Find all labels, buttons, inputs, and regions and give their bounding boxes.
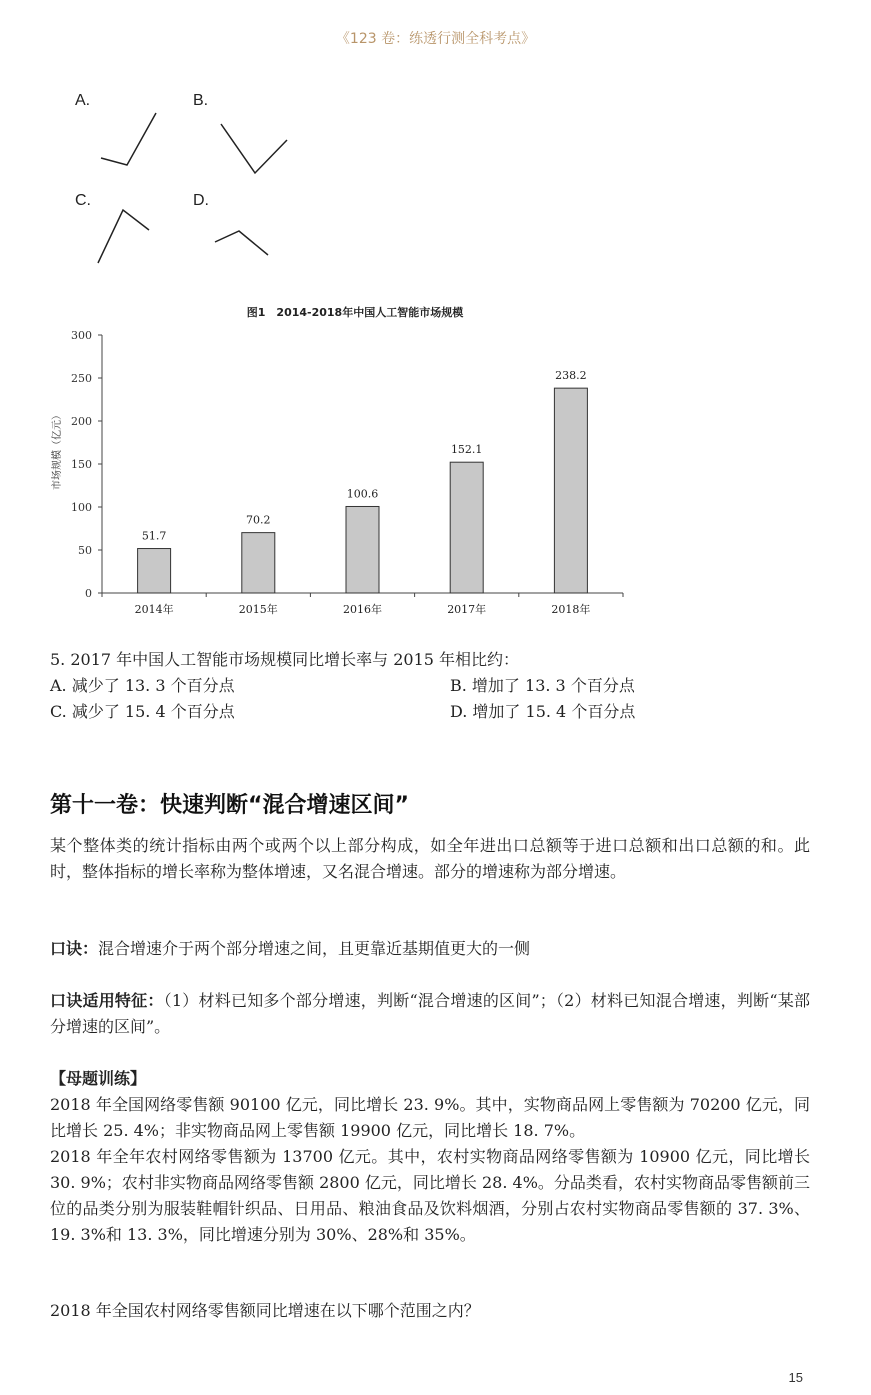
material-1: 2018 年全国网络零售额 90100 亿元，同比增长 23. 9%。其中，实物商品网上零售额为 70200 亿元，同比增长 25. 4%；非实物商品网上零售额 19900 亿元，同比增长 18. 7%。	[50, 1095, 810, 1140]
x-tick-label: 2014年	[134, 603, 174, 616]
figure-option-d-shape	[215, 231, 268, 255]
figure-option-b-shape	[221, 124, 287, 173]
bar-2014年	[138, 549, 171, 593]
figure-option-c-label: C.	[75, 192, 91, 209]
figure-option-a-shape	[101, 113, 156, 165]
bar-value-label: 51.7	[141, 529, 167, 543]
feature-text: （1）材料已知多个部分增速，判断“混合增速的区间”；（2）材料已知混合增速，判断“某部分增速的区间”。	[50, 991, 810, 1036]
figure-option-c-shape	[98, 210, 149, 263]
bar-2017年	[450, 462, 483, 593]
section-intro: 某个整体类的统计指标由两个或两个以上部分构成，如全年进出口总额等于进口总额和出口总额的和。此时，整体指标的增长率称为整体增速，又名混合增速。部分的增速称为部分增速。	[50, 836, 810, 881]
x-tick-label: 2015年	[238, 603, 278, 616]
bar-value-label: 152.1	[450, 443, 483, 457]
page-number: 15	[788, 1370, 803, 1385]
y-tick-label: 300	[71, 329, 92, 342]
question-5-option-c: C. 减少了 15. 4 个百分点	[50, 702, 235, 721]
question-5-option-a: A. 减少了 13. 3 个百分点	[50, 676, 235, 695]
bar-value-label: 70.2	[246, 513, 271, 527]
bar-chart-svg	[40, 300, 640, 630]
bar-chart	[40, 300, 640, 630]
feature-label: 口诀适用特征：	[50, 991, 164, 1010]
bar-2018年	[554, 388, 587, 593]
training-question: 2018 年全国农村网络零售额同比增速在以下哪个范围之内？	[50, 1301, 480, 1320]
y-tick-label: 50	[78, 544, 92, 557]
tip-text: 混合增速介于两个部分增速之间，且更靠近基期值更大的一侧	[98, 939, 531, 958]
figure-option-a-label: A.	[75, 92, 91, 109]
training-label: 【母题训练】	[50, 1069, 147, 1088]
figure-options-shapes	[0, 85, 400, 285]
y-tick-label: 0	[85, 587, 92, 600]
y-tick-label: 200	[71, 415, 92, 428]
feature-paragraph	[50, 988, 810, 1040]
section-title: 第十一卷：快速判断“混合增速区间”	[50, 793, 409, 818]
y-tick-label: 250	[71, 372, 92, 385]
y-tick-label: 150	[71, 458, 92, 471]
figure-option-d-label: D.	[193, 192, 209, 209]
chart-ylabel: 市场规模（亿元）	[52, 410, 63, 490]
chart-title: 图1 2014-2018年中国人工智能市场规模	[246, 306, 464, 319]
page-header: 《123 卷：练透行测全科考点》	[335, 31, 536, 47]
y-tick-label: 100	[71, 501, 92, 514]
tip-paragraph	[50, 936, 810, 962]
x-tick-label: 2016年	[343, 603, 382, 616]
bar-2016年	[346, 506, 379, 593]
bar-value-label: 238.2	[555, 369, 587, 383]
tip-label: 口诀：	[50, 939, 99, 958]
question-5-option-b: B. 增加了 13. 3 个百分点	[450, 676, 635, 695]
bar-2015年	[242, 533, 275, 593]
x-tick-label: 2017年	[447, 603, 487, 616]
figure-options	[0, 85, 400, 285]
bar-value-label: 100.6	[346, 487, 379, 501]
material-2: 2018 年全年农村网络零售额为 13700 亿元。其中，农村实物商品网络零售额为 10900 亿元，同比增长 30. 9%；农村非实物商品网络零售额 2800 亿元，同比增长 28. 4%。分品类看，农村实物商品零售额前三位的品类分别为服装鞋帽针织品、日用品、粮油食品及饮料烟酒，分别占农村实物商品零售额的 37. 3%、19. 3%和 13. 3%，同比增速分别为 30%、28%和 35%。	[50, 1147, 810, 1244]
question-5-stem: 5. 2017 年中国人工智能市场规模同比增长率与 2015 年相比约：	[50, 650, 520, 669]
chart-bars	[135, 369, 591, 616]
figure-option-b-label: B.	[193, 92, 209, 109]
x-tick-label: 2018年	[551, 603, 591, 616]
question-5-option-d: D. 增加了 15. 4 个百分点	[450, 702, 636, 721]
